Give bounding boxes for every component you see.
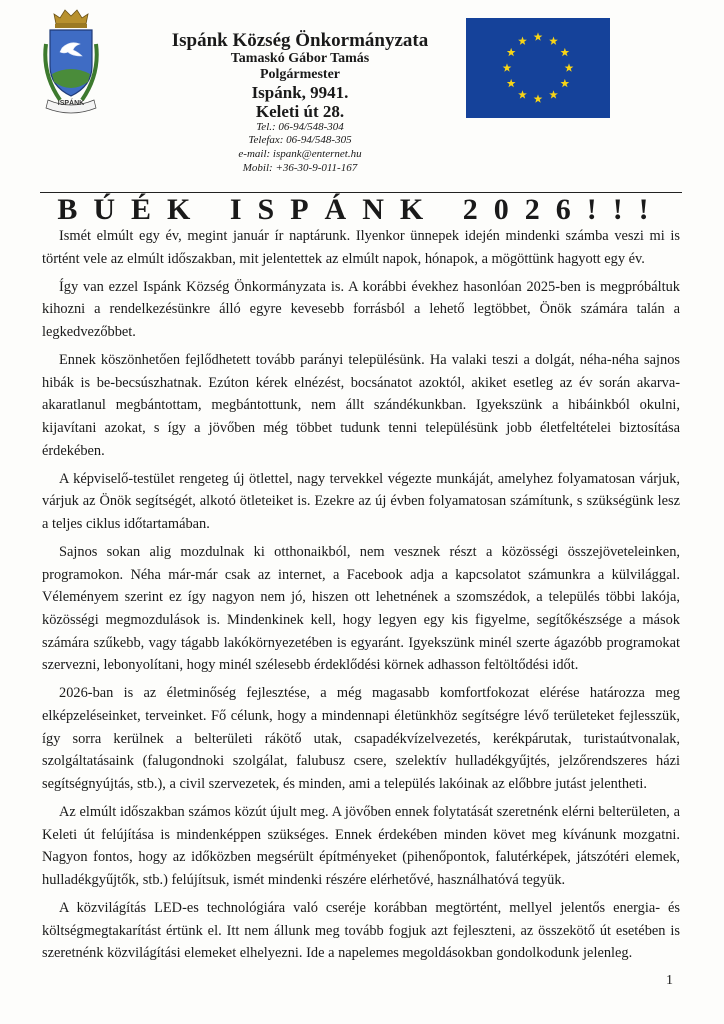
mayor-role: Polgármester [259, 66, 341, 82]
organization-name: Ispánk Község Önkormányzata [171, 30, 429, 51]
paragraph: Az elmúlt időszakban számos közút újult meg. A jövőben ennek folytatását szeretnénk elérni belterületen, a Keleti út felújítása is mindenképpen szükséges. Ennek érdekében minden követ meg kívánunk mozgatni. Nagyon fontos, hogy az időközben megsérült építményeket (pihenőpontok, falutérképek, játszótéri elemek, hulladékgyűjtők, stb.) felújítsuk, ismét mindenki részére elérhetővé, használhatóvá tegyük. [42, 804, 680, 889]
paragraph: Ismét elmúlt egy év, megint január ír naptárunk. Ilyenkor ünnepek idején mindenki számba veszi mi is történt vele az elmúlt időszakban, mit jelentettek az elmúlt napok, hónapok, a mögöttünk hagyott egy év. [42, 228, 680, 267]
street-address: Keleti út 28. [255, 101, 345, 121]
email: e-mail: ispank@enternet.hu [238, 148, 362, 161]
phone: Tel.: 06-94/548-304 [256, 120, 344, 133]
letter-body [42, 225, 680, 970]
paragraph: Így van ezzel Ispánk Község Önkormányzata is. A korábbi évekhez hasonlóan 2025-ben is megpróbáltuk kihozni a rendelkezésünkre álló egyre kevesebb forrásból a lehető legtöbbet, Önök számára talán a legkedvezőbbet. [42, 278, 680, 340]
paragraph: Sajnos sokan alig mozdulnak ki otthonaikból, nem vesznek részt a közösségi összejöveteleinken, programokon. Néha már-már csak az internet, a Facebook adja a kapcsolatot számunkra a külvilággal. Véleményem szerint ez így nagyon nem jó, hiszen ott lehetnének a szomszédok, a település többi lakója, közösségi megmozdulások is. Mindenkinek kell, hogy legyen egy kis figyelme, segítőkészsége a mások számára szűkebb, vagy tágabb lakókörnyezetében is egyaránt. Igyekszünk minél szerte ágazóbb programokat szervezni, lebonyolítani, hogy minél szélesebb érdeklődési körnek adhasson feltöltődési időt. [42, 543, 680, 674]
fax: Telefax: 06-94/548-305 [248, 134, 352, 147]
mobile: Mobil: +36-30-9-011-167 [242, 161, 358, 174]
mayor-name: Tamaskó Gábor Tamás [230, 51, 370, 67]
coat-label: ISPÁNK [57, 100, 85, 107]
paragraph: Ennek köszönhetően fejlődhetett tovább parányi településünk. Ha valaki teszi a dolgát, néha-néha sajnos hibák is be-becsúszhatnak. Ezúton kérek elnézést, bocsánatot azoktól, akiket esetleg az év során akarva-akaratlanul megbántottam, megbántottunk, nem állt szándékunkban. Igyekszünk a hibáinkból okulni, kijavítani azokat, s így a jövőben még többet tudunk tenni településünk jobb életfeltételei biztosítása érdekében. [42, 351, 680, 459]
paragraph: A képviselő-testület rengeteg új ötlettel, nagy tervekkel végezte munkáját, amelyhez folyamatosan várjuk, várjuk az Önök segítségét, alkotó ötleteiket is. Ezekre az új évben folyamatosan számítunk, s szükségünk lesz a teljes ciklus időtartamában. [42, 470, 680, 532]
page-number: 1 [666, 973, 673, 988]
eu-flag-icon [466, 18, 610, 118]
document-title: BÚÉK ISPÁNK 2026!!! [57, 193, 665, 226]
paragraph: A közvilágítás LED-es technológiára való cseréje korábban megtörtént, mellyel jelentős energia- és költségmegtakarítást értünk el. Itt nem állunk meg tovább fogjuk azt fejleszteni, az összekötő út esetében is szeretnénk közvilágítási elemeket elhelyezni. Ide a napelemes megoldásokban gondolkodunk jelenleg. [42, 900, 680, 962]
paragraph: 2026-ban is az életminőség fejlesztése, a még magasabb komfortfokozat elérése határozza meg elképzeléseinket, terveinket. Fő célunk, hogy a mindennapi életünkhöz segítségre lévő területeket fejlesszük, így sorra kerülnek a belterületi rákötő utak, csapadékvízelvezetés, kerékpárutak, turistaútvonalak, szolgáltatásaink (falugondnoki szolgálat, falubusz csere, szelektív hulladékgyűjtés, jelzőrendszeres házi segítségnyújtás, stb.), a civil szervezetek, és minden, ami a település lakóinak az előbbre jutást jelentheti. [42, 685, 680, 793]
letterhead [150, 30, 450, 176]
city-address: Ispánk, 9941. [251, 82, 349, 102]
